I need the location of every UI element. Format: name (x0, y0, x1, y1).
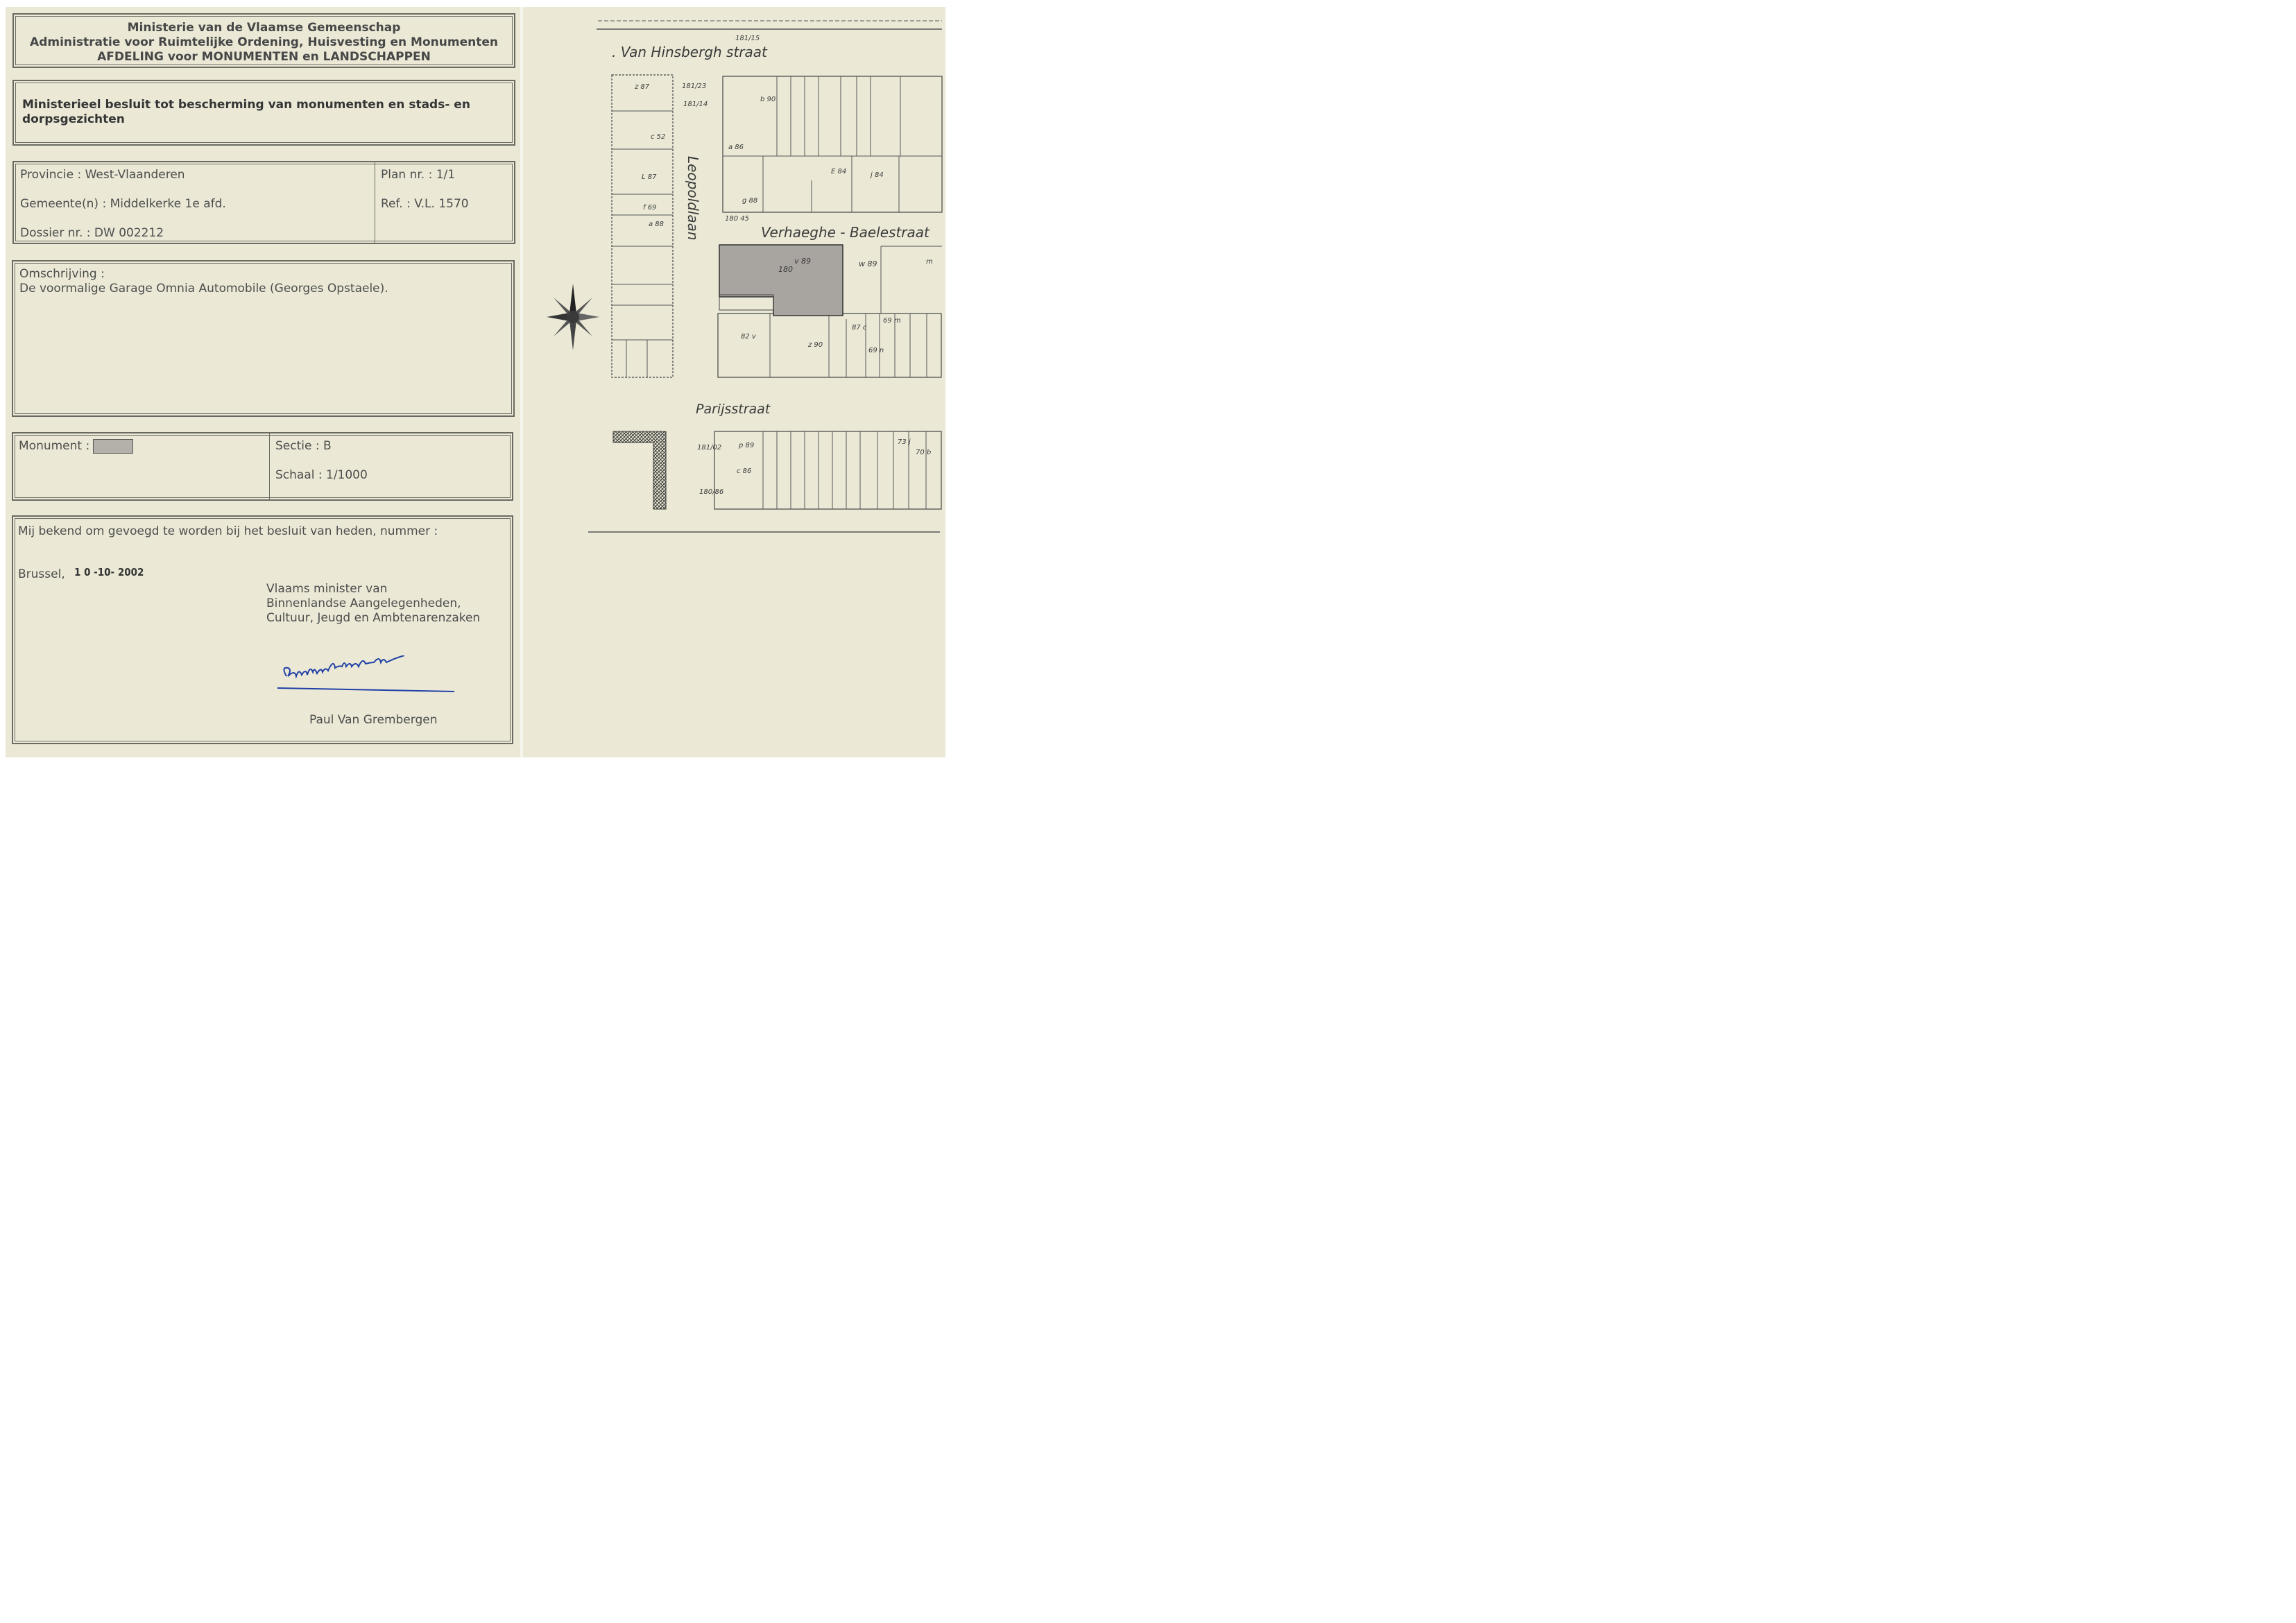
parcel-label: j 84 (871, 171, 884, 179)
parcel-label: E 84 (831, 168, 847, 175)
parcel-label: c 52 (651, 133, 666, 141)
signatory-name: Paul Van Grembergen (309, 713, 438, 727)
parcel-label: 180 (778, 265, 793, 274)
parcel-label: 180/86 (699, 488, 724, 496)
monument-label: Monument : (19, 439, 90, 453)
parcel-label: 82 v (741, 333, 756, 341)
parcel-label: 87 c (852, 324, 867, 332)
sectie-field: Sectie : B (275, 439, 332, 453)
parcel-label: b 90 (760, 96, 776, 103)
acknowledgement-text: Mij bekend om gevoegd te worden bij het besluit van heden, nummer : (18, 524, 438, 538)
cadastral-map (534, 7, 945, 757)
parcel-label: 69 m (883, 317, 901, 325)
parcel-label: 69 n (868, 347, 884, 354)
street-leopoldlaan: Leopoldlaan (685, 156, 701, 241)
street-verhaeghe-baelestraat: Verhaeghe - Baelestraat (761, 224, 929, 241)
description-label: Omschrijving : (19, 267, 105, 281)
ministry-header (12, 13, 515, 68)
hatched-structure (613, 431, 666, 509)
gemeente-field: Gemeente(n) : Middelkerke 1e afd. (20, 197, 226, 211)
parcel-labels (634, 35, 933, 496)
description-text: De voormalige Garage Omnia Automobile (Georges Opstaele). (19, 282, 388, 295)
parcel-label: z 90 (808, 341, 823, 349)
parcel-label: 181/15 (735, 35, 760, 42)
provincie-field: Provincie : West-Vlaanderen (20, 168, 185, 182)
department-name: AFDELING voor MONUMENTEN en LANDSCHAPPEN (97, 50, 431, 64)
street-van-hinsberghstraat: . Van Hinsbergh straat (612, 44, 767, 60)
monument-legend-swatch (93, 439, 133, 454)
parcel-label: p 89 (739, 442, 755, 449)
minister-title-line2: Binnenlandse Aangelegenheden, (266, 596, 461, 610)
handwritten-signature (274, 655, 475, 697)
parcel-label: m (926, 258, 933, 266)
ministry-name: Ministerie van de Vlaamse Gemeenschap (127, 21, 401, 35)
decree-title-line2: dorpsgezichten (22, 112, 125, 126)
signature-box (12, 515, 513, 744)
protected-monument-parcel (719, 245, 843, 316)
schaal-field: Schaal : 1/1000 (275, 468, 368, 482)
parcel-label: v 89 (794, 257, 812, 266)
date-stamp: 1 0 -10- 2002 (74, 566, 144, 578)
dossier-field: Dossier nr. : DW 002212 (20, 226, 164, 240)
parcel-label: 73 j (898, 438, 911, 446)
parcel-label: L 87 (642, 173, 657, 181)
parcel-label: g 88 (742, 197, 758, 205)
parcel-label: 180 45 (725, 215, 749, 223)
parcel-label: 181/14 (683, 101, 708, 108)
parcel-label: a 86 (728, 144, 744, 151)
parcel-label: f 69 (643, 204, 657, 212)
north-arrow-icon (547, 284, 599, 350)
plan-number-field: Plan nr. : 1/1 (381, 168, 456, 182)
parcel-label: c 86 (737, 467, 752, 475)
parcel-label: 181/23 (682, 83, 707, 90)
parcel-label: 70 b (916, 449, 932, 456)
page-fold (520, 7, 523, 757)
parcel-label: a 88 (649, 221, 665, 228)
minister-title-line1: Vlaams minister van (266, 582, 388, 596)
minister-title-line3: Cultuur, Jeugd en Ambtenarenzaken (266, 611, 481, 625)
parcel-label: w 89 (859, 259, 877, 268)
parcel-label: 181/02 (697, 444, 722, 452)
street-parijsstraat: Parijsstraat (696, 402, 771, 417)
decree-title-box (12, 80, 515, 146)
administration-name: Administratie voor Ruimtelijke Ordening, Huisvesting en Monumenten (30, 35, 498, 49)
place-label: Brussel, (18, 567, 65, 581)
parcel-label: z 87 (635, 83, 650, 91)
reference-field: Ref. : V.L. 1570 (381, 197, 469, 211)
legend-divider (269, 433, 270, 499)
decree-title-line1: Ministerieel besluit tot bescherming van monumenten en stads- en (22, 98, 470, 112)
